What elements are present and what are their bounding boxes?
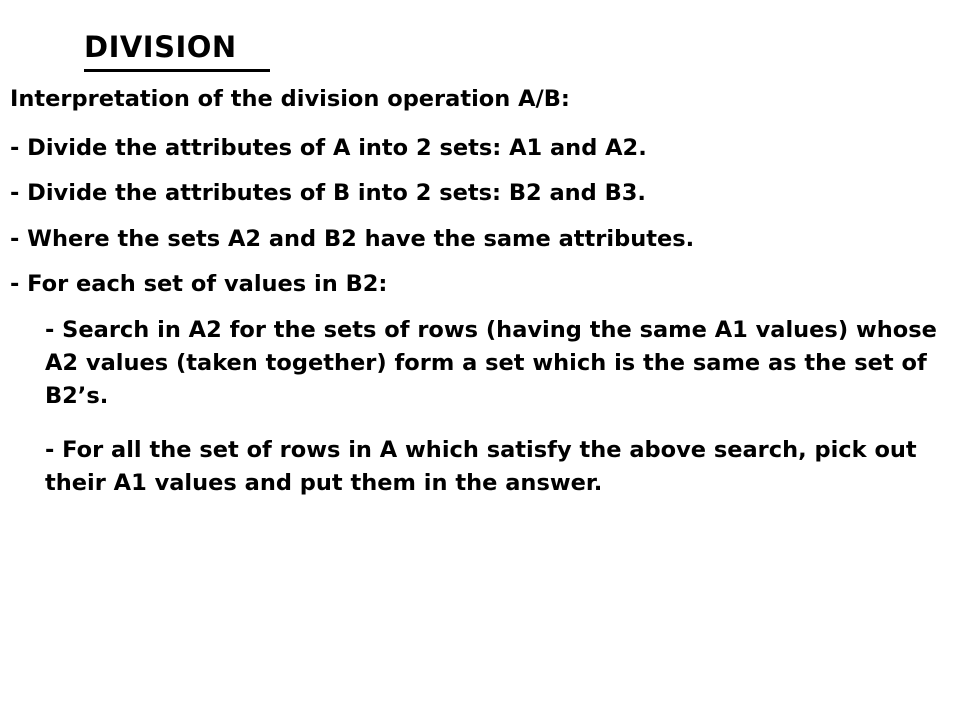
bullet-for-each: - For each set of values in B2: [10, 271, 388, 297]
bullet-divide-b: - Divide the attributes of B into 2 sets: B2 and B3. [10, 180, 646, 206]
bullet-same-attributes: - Where the sets A2 and B2 have the same attributes. [10, 226, 695, 252]
bullet-divide-a: - Divide the attributes of A into 2 sets: A1 and A2. [10, 135, 647, 161]
intro-line: Interpretation of the division operation A/B: [10, 86, 570, 112]
slide-title: DIVISION [84, 30, 237, 64]
sub-bullet-pick-out: - For all the set of rows in A which satisfy the above search, pick out their A1 values and put them in the answer. [45, 437, 917, 496]
sub-bullet-search: - Search in A2 for the sets of rows (having the same A1 values) whose A2 values (taken together) form a set which is the same as the set of B2’s. [45, 317, 937, 409]
title-underline [84, 69, 270, 72]
